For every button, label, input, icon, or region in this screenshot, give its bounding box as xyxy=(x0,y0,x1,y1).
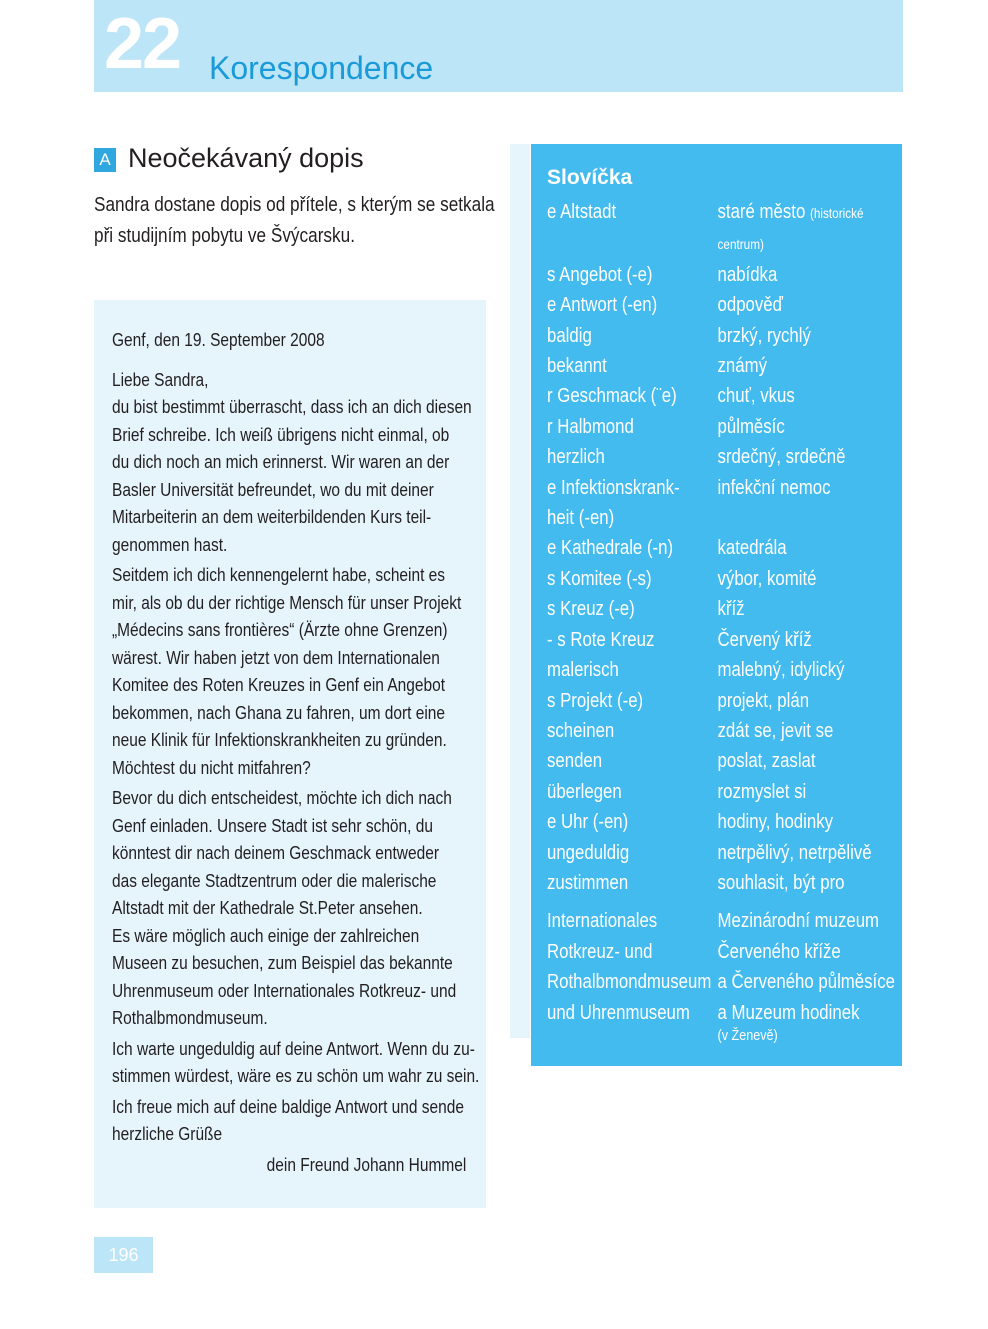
vocab-row xyxy=(547,442,887,472)
vocab-german: herzlich xyxy=(547,446,605,469)
vocab-box-shadow xyxy=(510,144,530,1038)
letter-paragraph xyxy=(112,785,473,1033)
vocab-row xyxy=(547,412,887,442)
vocab-czech: poslat, zaslat xyxy=(717,750,816,773)
vocab-german-part: Rothalbmondmuseum xyxy=(547,971,712,994)
intro-line: Sandra dostane dopis od přítele, s kterým se setkala xyxy=(94,194,495,216)
letter-paragraph xyxy=(112,394,473,559)
vocab-czech: kříž xyxy=(717,598,745,621)
letter-line: stimmen würdest, wäre es zu schön um wahr zu sein. xyxy=(112,1066,480,1086)
vocab-german: s Kreuz (-e) xyxy=(547,598,635,621)
vocab-german-part: und Uhrenmuseum xyxy=(547,1001,690,1024)
letter-line: Rothalbmondmuseum. xyxy=(112,1008,268,1028)
vocab-german: r Halbmond xyxy=(547,415,634,438)
vocab-czech: netrpělivý, netrpělivě xyxy=(717,841,872,864)
vocab-phrase-row xyxy=(547,906,895,1044)
vocab-german: scheinen xyxy=(547,719,615,742)
letter-line: Es wäre möglich auch einige der zahlreichen xyxy=(112,925,420,946)
vocab-german: ungeduldig xyxy=(547,841,630,864)
vocab-row xyxy=(547,625,887,655)
letter-text xyxy=(112,327,480,1179)
vocab-box xyxy=(531,144,902,1066)
letter-line: mir, als ob du der richtige Mensch für unser Projekt xyxy=(112,592,462,613)
vocab-row xyxy=(547,838,887,868)
vocab-czech: srdečný, srdečně xyxy=(717,446,846,469)
letter-line: Ich freue mich auf deine baldige Antwort und sende xyxy=(112,1096,464,1117)
vocab-german: s Projekt (-e) xyxy=(547,689,644,712)
letter-line: wärest. Wir haben jetzt von dem Internationalen xyxy=(112,647,440,668)
letter-line: könntest dir nach deinem Geschmack entweder xyxy=(112,843,439,863)
vocab-list xyxy=(547,197,895,1044)
letter-line: bekommen, nach Ghana zu fahren, um dort eine xyxy=(112,702,446,723)
letter-paragraph xyxy=(112,1094,473,1149)
vocab-czech: půlměsíc xyxy=(717,415,785,438)
chapter-title: Korespondence xyxy=(209,50,434,86)
vocab-row xyxy=(547,473,887,534)
vocab-czech: projekt, plán xyxy=(717,689,810,712)
vocab-czech-part: a Muzeum hodinek xyxy=(717,1001,860,1024)
letter-line: Genf einladen. Unsere Stadt ist sehr schön, du xyxy=(112,815,433,836)
letter-line: Möchtest du nicht mitfahren? xyxy=(112,757,311,778)
vocab-german: r Geschmack (¨e) xyxy=(547,385,677,408)
vocab-czech-part: Červeného kříže xyxy=(717,940,841,963)
vocab-german: senden xyxy=(547,750,603,773)
section-heading xyxy=(94,143,364,174)
chapter-header xyxy=(94,0,903,92)
vocab-czech-part: a Červeného půlměsíce xyxy=(717,971,895,994)
vocab-row xyxy=(547,777,887,807)
vocab-czech: Červený kříž xyxy=(717,628,812,651)
vocab-row xyxy=(547,197,887,260)
vocab-german xyxy=(547,473,718,534)
vocab-german: bekannt xyxy=(547,355,607,378)
vocab-czech: infekční nemoc xyxy=(717,476,831,499)
vocab-czech: chuť, vkus xyxy=(717,385,795,408)
letter-signature: dein Freund Johann Hummel xyxy=(266,1154,467,1175)
vocab-row xyxy=(547,746,887,776)
vocab-german: malerisch xyxy=(547,659,619,682)
letter-line: Basler Universität befreundet, wo du mit deiner xyxy=(112,479,434,500)
letter-line: das elegante Stadtzentrum oder die malerische xyxy=(112,870,437,891)
vocab-german: e Altstadt xyxy=(547,201,617,223)
vocab-row xyxy=(547,594,887,624)
letter-line: genommen hast. xyxy=(112,534,228,555)
vocab-german-part: Rotkreuz- und xyxy=(547,940,653,963)
vocab-czech-note: centrum) xyxy=(717,236,764,253)
vocab-czech: hodiny, hodinky xyxy=(717,811,834,834)
vocab-czech: nabídka xyxy=(717,263,778,286)
letter-line: Seitdem ich dich kennengelernt habe, scheint es xyxy=(112,565,446,585)
vocab-row xyxy=(547,686,887,716)
letter-line: Uhrenmuseum oder Internationales Rotkreuz- und xyxy=(112,980,457,1001)
section-letter-badge: A xyxy=(94,148,116,172)
vocab-row xyxy=(547,290,887,320)
vocab-czech: výbor, komité xyxy=(717,567,817,590)
vocab-czech-note: (v Ženevě) xyxy=(717,1026,778,1044)
letter-line: Altstadt mit der Kathedrale St.Peter ansehen. xyxy=(112,898,423,918)
vocab-czech: malebný, idylický xyxy=(717,659,845,682)
vocab-row xyxy=(547,260,887,290)
vocab-row xyxy=(547,533,887,563)
vocab-czech xyxy=(718,197,864,260)
letter-greeting: Liebe Sandra, xyxy=(112,369,209,390)
intro-line: při studijním pobytu ve Švýcarsku. xyxy=(94,225,355,247)
letter-line: Ich warte ungeduldig auf deine Antwort. Wenn du zu- xyxy=(112,1038,475,1059)
vocab-row xyxy=(547,381,887,411)
vocab-row xyxy=(547,716,887,746)
page-number: 196 xyxy=(94,1237,153,1273)
vocab-czech: souhlasit, být pro xyxy=(717,871,845,894)
letter-paragraph xyxy=(112,1036,480,1091)
letter-line: Bevor du dich entscheidest, möchte ich dich nach xyxy=(112,788,452,808)
vocab-german-part: e Infektionskrank- xyxy=(547,476,680,499)
vocab-czech: zdát se, jevit se xyxy=(717,719,834,742)
vocab-row xyxy=(547,655,887,685)
vocab-row xyxy=(547,321,887,351)
section-title: Neočekávaný dopis xyxy=(128,143,364,173)
vocab-german xyxy=(547,906,718,1044)
chapter-number: 22 xyxy=(104,4,181,84)
vocab-czech-note: (historické xyxy=(809,205,864,221)
vocab-row xyxy=(547,807,887,837)
vocab-row xyxy=(547,564,887,594)
vocab-german: s Angebot (-e) xyxy=(547,263,653,286)
vocab-german: - s Rote Kreuz xyxy=(547,628,655,651)
vocab-title: Slovíčka xyxy=(547,166,633,189)
vocab-german: e Antwort (-en) xyxy=(547,294,658,317)
vocab-german: überlegen xyxy=(547,780,622,803)
vocab-czech-main: staré město xyxy=(717,201,806,223)
section-intro xyxy=(94,190,495,252)
vocab-czech: odpověď xyxy=(717,294,783,317)
vocab-czech xyxy=(718,906,895,1044)
vocab-german-part: heit (-en) xyxy=(547,507,615,530)
letter-line: Museen zu besuchen, zum Beispiel das bekannte xyxy=(112,953,453,973)
vocab-czech: brzký, rychlý xyxy=(717,324,811,347)
letter-line: herzliche Grüße xyxy=(112,1124,223,1144)
letter-line: du dich noch an mich erinnerst. Wir waren an der xyxy=(112,452,450,472)
letter-line: neue Klinik für Infektionskrankheiten zu gründen. xyxy=(112,730,447,750)
vocab-czech-part: Mezinárodní muzeum xyxy=(717,910,880,933)
vocab-german: e Uhr (-en) xyxy=(547,811,629,834)
vocab-czech: známý xyxy=(717,355,768,378)
letter-line: Mitarbeiterin an dem weiterbildenden Kurs teil- xyxy=(112,507,432,527)
vocab-row xyxy=(547,351,887,381)
vocab-german: baldig xyxy=(547,324,592,347)
vocab-row xyxy=(547,868,887,898)
letter-box xyxy=(94,300,486,1208)
vocab-german: e Kathedrale (-n) xyxy=(547,537,674,560)
vocab-german: s Komitee (-s) xyxy=(547,567,652,590)
letter-line: Komitee des Roten Kreuzes in Genf ein Angebot xyxy=(112,675,446,695)
letter-line: du bist bestimmt überrascht, dass ich an dich diesen xyxy=(112,397,472,417)
letter-date: Genf, den 19. September 2008 xyxy=(112,330,325,350)
vocab-german-part: Internationales xyxy=(547,910,658,933)
vocab-czech: katedrála xyxy=(717,537,787,560)
vocab-czech: rozmyslet si xyxy=(717,780,807,803)
letter-line: „Médecins sans frontières“ (Ärzte ohne Grenzen) xyxy=(112,620,448,640)
letter-line: Brief schreibe. Ich weiß übrigens nicht einmal, ob xyxy=(112,424,450,445)
vocab-german: zustimmen xyxy=(547,871,629,894)
letter-paragraph xyxy=(112,562,473,782)
